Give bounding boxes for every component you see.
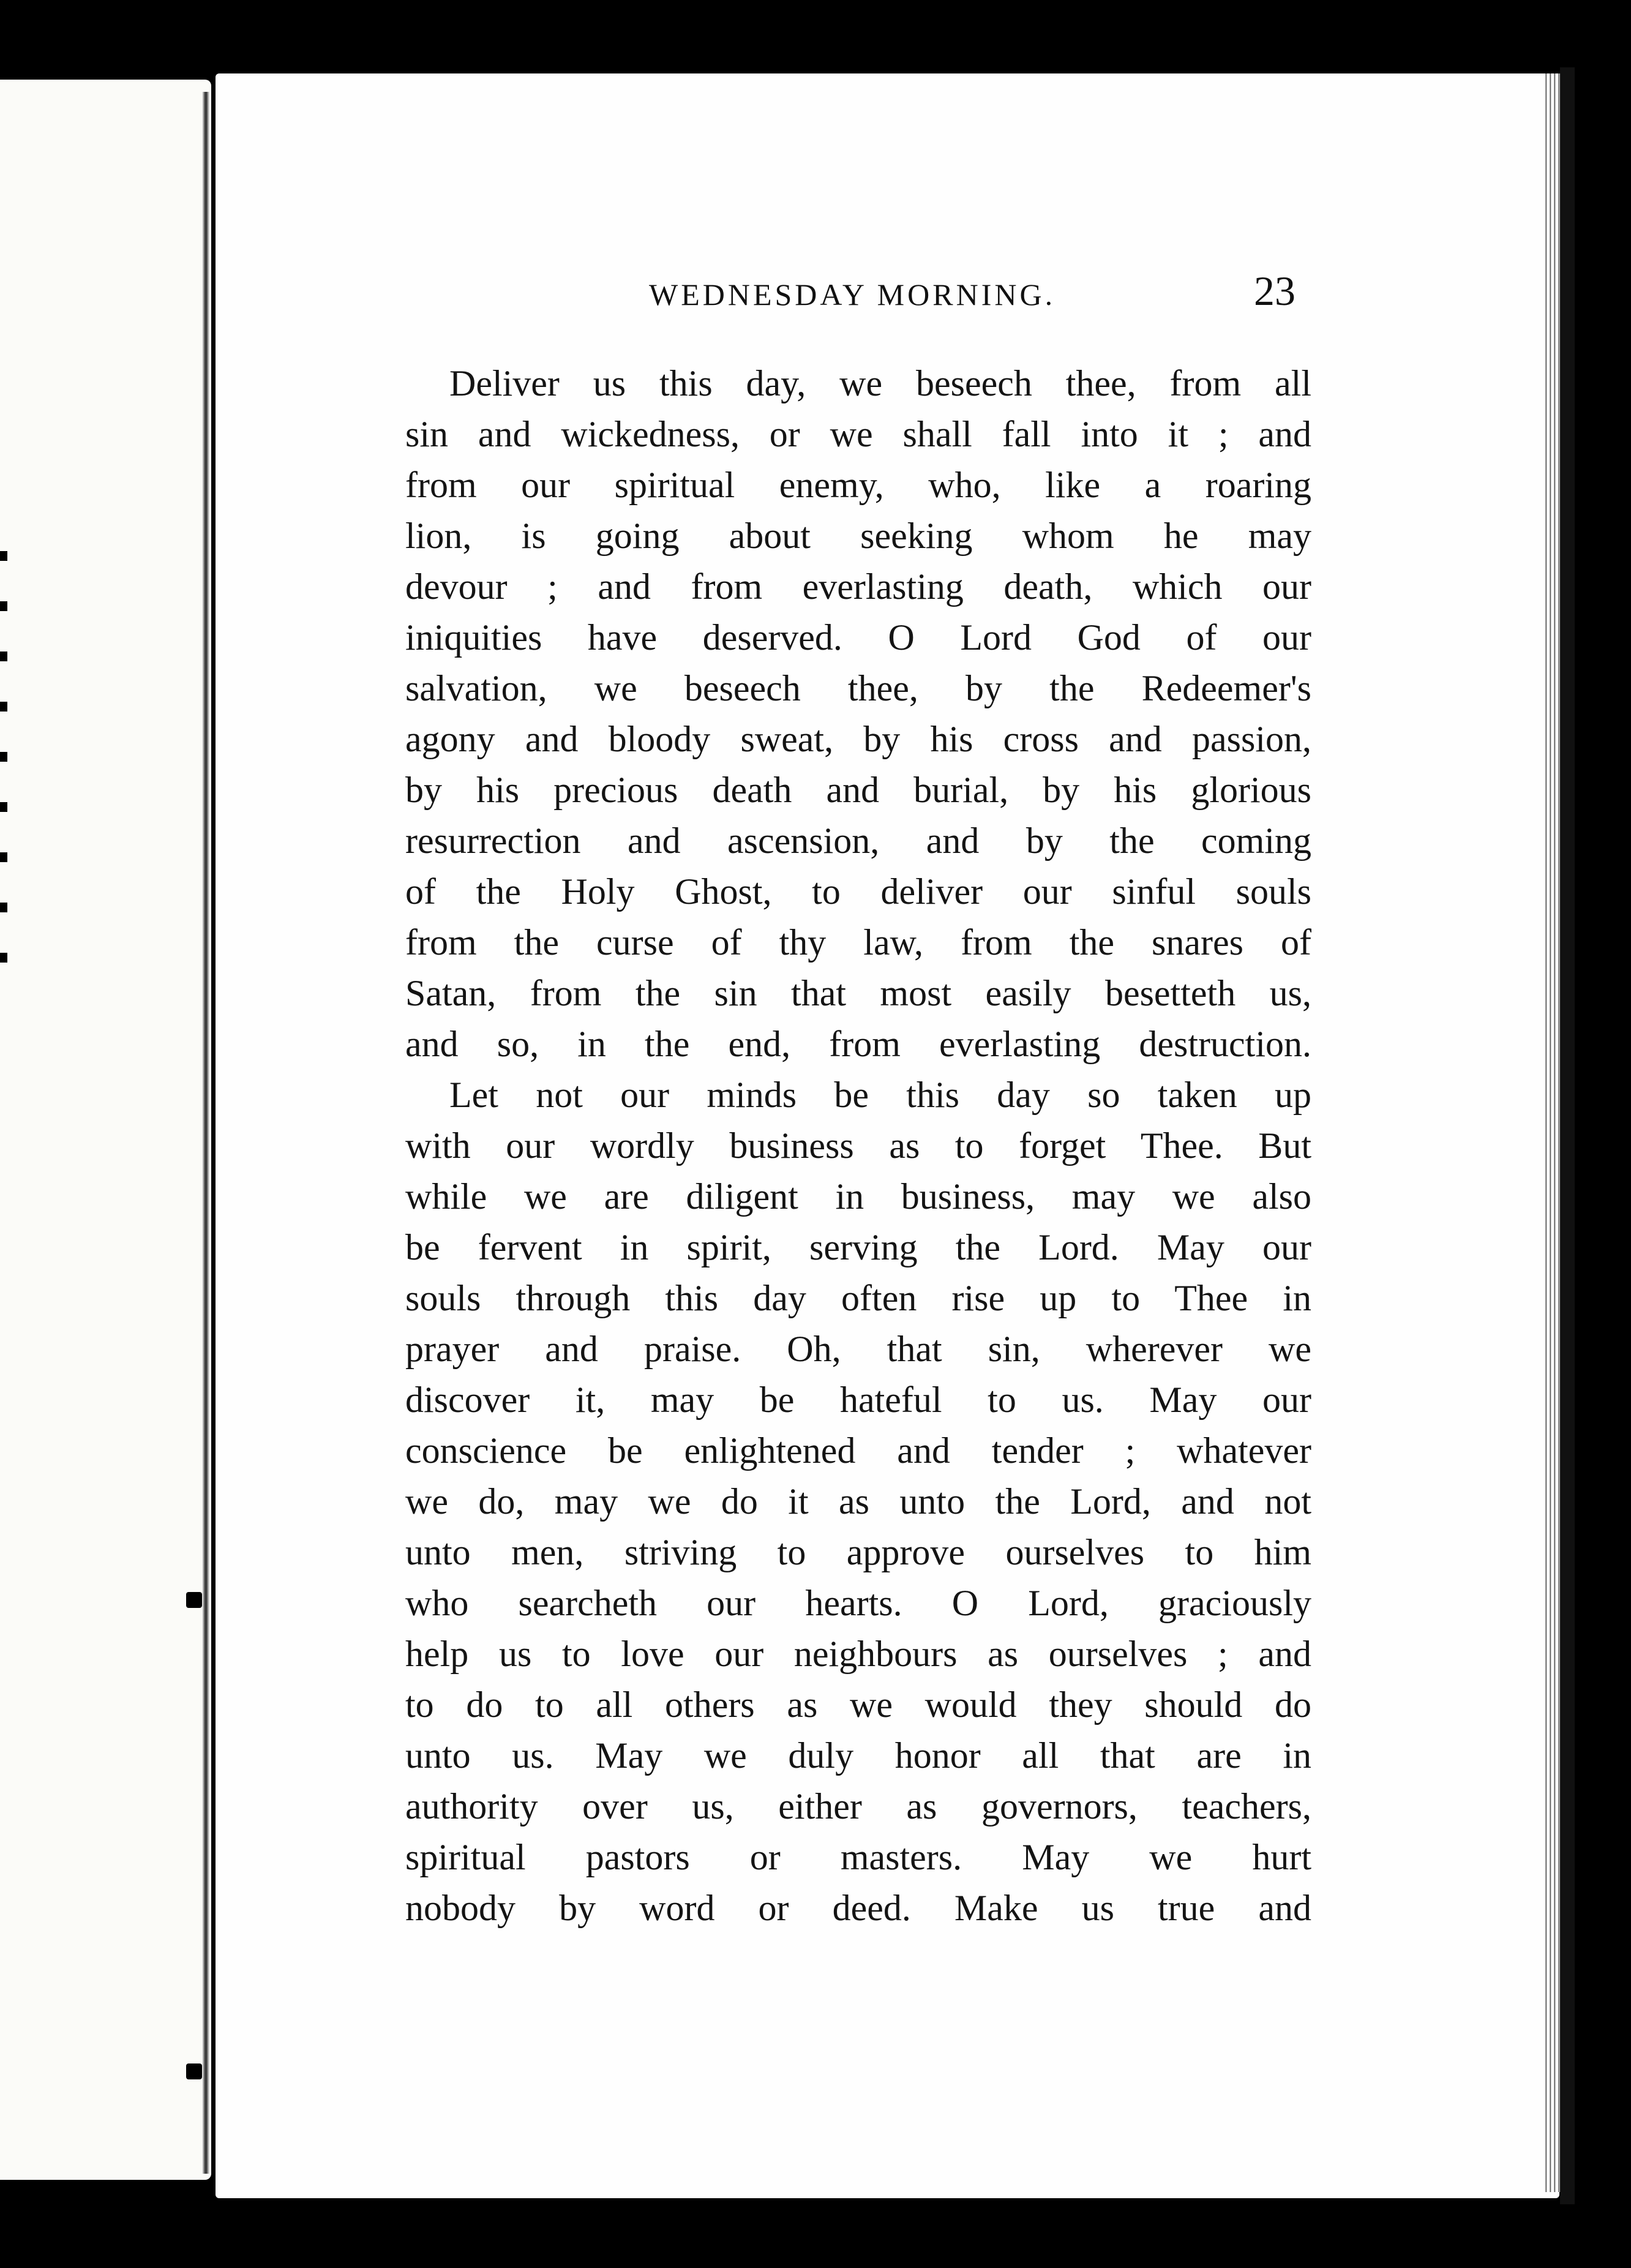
text-line: we do, may we do it as unto the Lord, and not xyxy=(405,1481,1311,1522)
binding-gutter xyxy=(202,92,209,2174)
text-line: with our wordly business as to forget Thee. But xyxy=(405,1125,1311,1166)
text-line: authority over us, either as governors, teachers, xyxy=(405,1786,1311,1827)
text-line: sin and wickedness, or we shall fall into it ; and xyxy=(405,414,1311,454)
page-stack-edge xyxy=(1543,73,1560,2192)
text-line: Let not our minds be this day so taken up xyxy=(449,1075,1311,1115)
text-line: resurrection and ascension, and by the coming xyxy=(405,820,1311,861)
text-line: agony and bloody sweat, by his cross and passion, xyxy=(405,719,1311,759)
text-line: Satan, from the sin that most easily besetteth us, xyxy=(405,973,1311,1013)
running-head: WEDNESDAY MORNING. xyxy=(649,277,1056,312)
scan-border xyxy=(1560,67,1575,2204)
text-line: Deliver us this day, we beseech thee, from all xyxy=(449,363,1311,404)
text-line: and so, in the end, from everlasting destruction. xyxy=(405,1024,1311,1064)
text-line: discover it, may be hateful to us. May our xyxy=(405,1380,1311,1420)
facing-page-text-fragments xyxy=(0,551,13,1003)
text-line: devour ; and from everlasting death, which our xyxy=(405,566,1311,607)
text-line: prayer and praise. Oh, that sin, wherever we xyxy=(405,1329,1311,1369)
body-text xyxy=(405,358,1311,1934)
text-line: conscience be enlightened and tender ; whatever xyxy=(405,1430,1311,1471)
text-line: while we are diligent in business, may we also xyxy=(405,1176,1311,1217)
page-number: 23 xyxy=(1254,268,1295,314)
text-line: from the curse of thy law, from the snares of xyxy=(405,922,1311,963)
text-line: be fervent in spirit, serving the Lord. May our xyxy=(405,1227,1311,1267)
text-line: nobody by word or deed. Make us true and xyxy=(405,1888,1311,1928)
text-line: who searcheth our hearts. O Lord, graciously xyxy=(405,1583,1311,1623)
text-line: salvation, we beseech thee, by the Redeemer's xyxy=(405,668,1311,708)
text-line: spiritual pastors or masters. May we hurt xyxy=(405,1837,1311,1877)
text-line: unto men, striving to approve ourselves to him xyxy=(405,1532,1311,1572)
text-line: souls through this day often rise up to Thee in xyxy=(405,1278,1311,1318)
text-line: to do to all others as we would they should do xyxy=(405,1684,1311,1725)
facing-page-edge xyxy=(0,80,211,2180)
text-line: lion, is going about seeking whom he may xyxy=(405,516,1311,556)
text-line: iniquities have deserved. O Lord God of our xyxy=(405,617,1311,658)
text-line: help us to love our neighbours as ourselves ; and xyxy=(405,1634,1311,1674)
text-line: by his precious death and burial, by his glorious xyxy=(405,770,1311,810)
text-line: unto us. May we duly honor all that are in xyxy=(405,1735,1311,1776)
gutter-mark xyxy=(186,2063,202,2079)
text-line: from our spiritual enemy, who, like a roaring xyxy=(405,465,1311,505)
gutter-mark xyxy=(186,1592,202,1608)
text-line: of the Holy Ghost, to deliver our sinful souls xyxy=(405,871,1311,912)
